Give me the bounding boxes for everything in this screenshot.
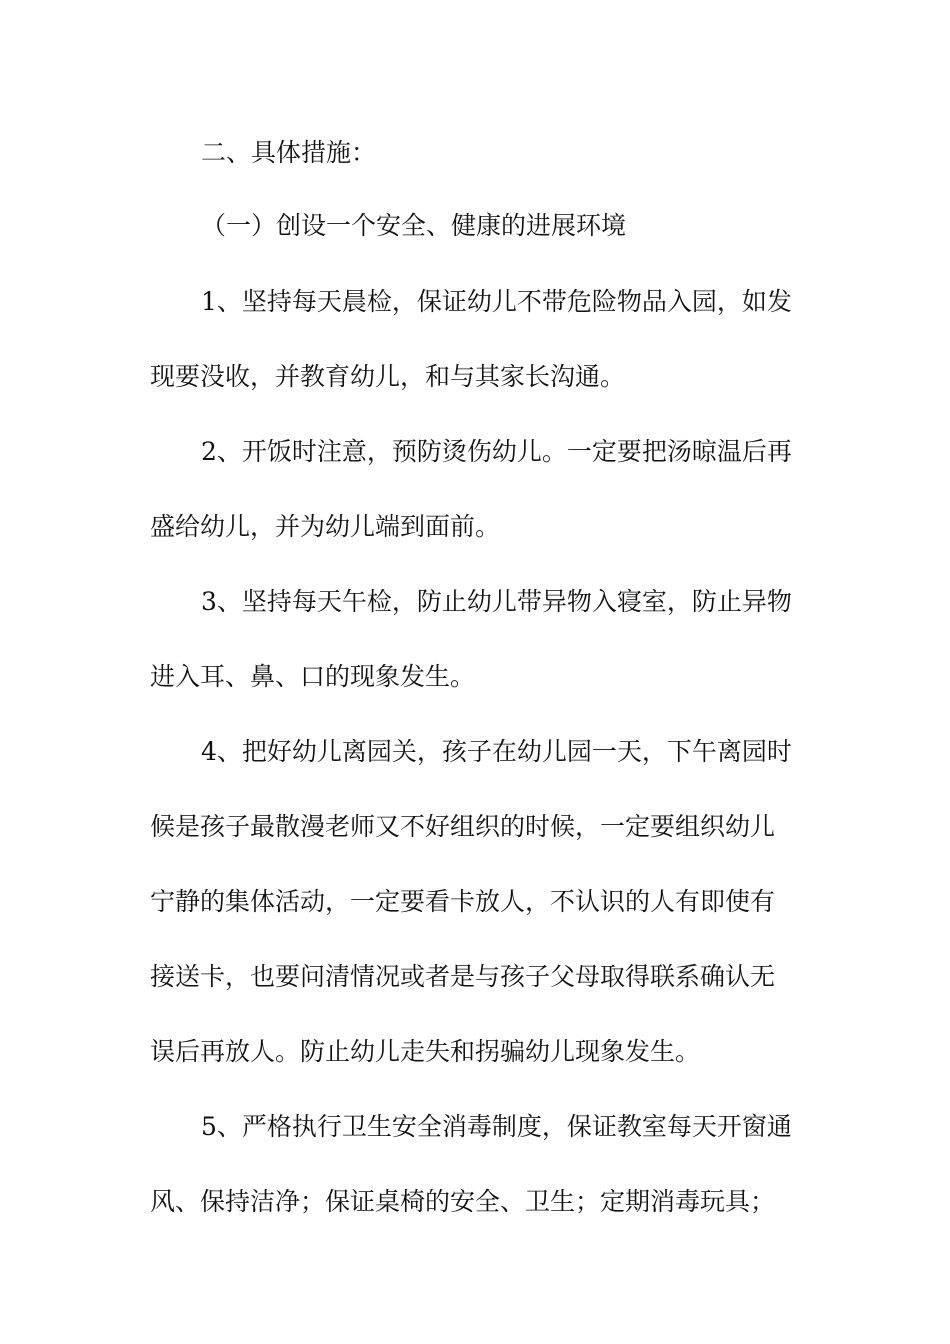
paragraph-3-line-2: 进入耳、鼻、口的现象发生。 [150, 662, 476, 691]
paragraph-4-line-1: 4、把好幼儿离园关，孩子在幼儿园一天，下午离园时 [201, 737, 792, 766]
paragraph-2-line-2: 盛给幼儿，并为幼儿端到面前。 [150, 512, 501, 541]
paragraph-2-line-1: 2、开饭时注意，预防烫伤幼儿。一定要把汤晾温后再 [201, 437, 792, 466]
paragraph-4-line-2: 候是孩子最散漫老师又不好组织的时候，一定要组织幼儿 [150, 812, 776, 841]
paragraph-5-line-1: 5、严格执行卫生安全消毒制度，保证教室每天开窗通 [201, 1112, 792, 1141]
paragraph-1-line-1: 1、坚持每天晨检，保证幼儿不带危险物品入园，如发 [201, 287, 792, 316]
subsection-heading: （一）创设一个安全、健康的进展环境 [201, 211, 627, 240]
paragraph-5-line-2: 风、保持洁净；保证桌椅的安全、卫生；定期消毒玩具； [150, 1187, 776, 1216]
paragraph-4-line-3: 宁静的集体活动，一定要看卡放人，不认识的人有即使有 [150, 887, 776, 916]
paragraph-3-line-1: 3、坚持每天午检，防止幼儿带异物入寝室，防止异物 [201, 587, 792, 616]
section-heading: 二、具体措施： [201, 138, 377, 167]
paragraph-4-line-4: 接送卡，也要问清情况或者是与孩子父母取得联系确认无 [150, 962, 776, 991]
paragraph-4-line-5: 误后再放人。防止幼儿走失和拐骗幼儿现象发生。 [150, 1037, 701, 1066]
paragraph-1-line-2: 现要没收，并教育幼儿，和与其家长沟通。 [150, 362, 626, 391]
